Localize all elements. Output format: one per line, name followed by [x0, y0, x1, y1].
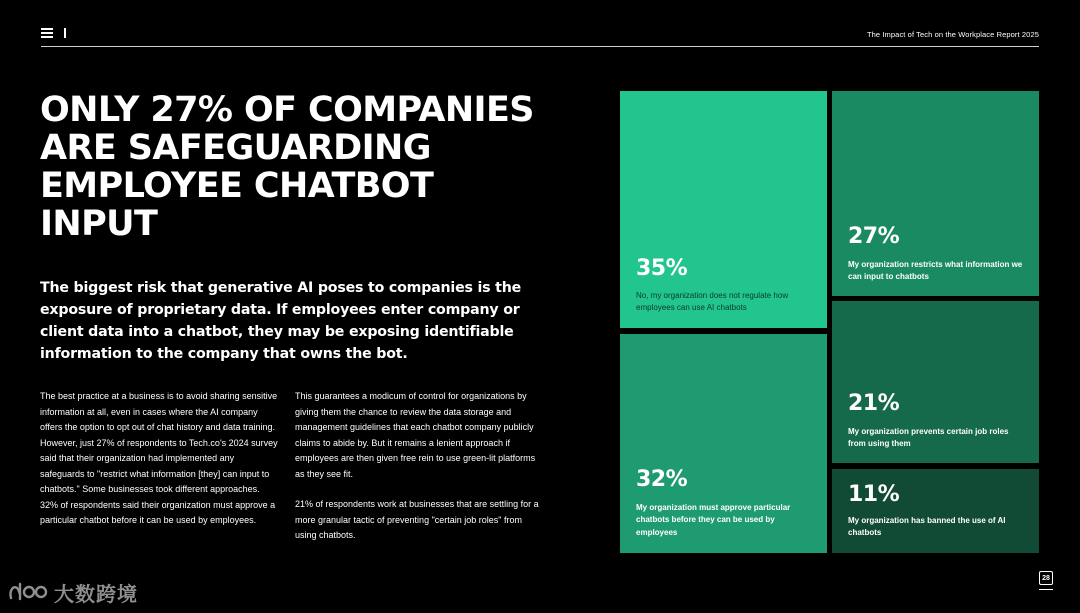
stat-label: No, my organization does not regulate how employees can use AI chatbots: [636, 291, 789, 313]
stat-value: 27%: [848, 224, 900, 249]
stat-value: 11%: [848, 482, 900, 507]
headline-line-4: INPUT: [40, 204, 158, 244]
stat-tile-11: [832, 469, 1039, 553]
top-bar: [41, 22, 1039, 47]
stat-label: My organization restricts what information we can input to chatbots: [848, 260, 1023, 282]
page-number: 28: [1039, 571, 1053, 585]
watermark-logo-icon: [8, 580, 48, 604]
watermark: [8, 578, 138, 606]
headline-line-3: EMPLOYEE CHATBOT: [40, 166, 434, 206]
stat-value: 21%: [848, 391, 900, 416]
page-headline: [40, 91, 600, 243]
stat-tile-32: [620, 334, 827, 553]
stat-tile-27: [832, 91, 1039, 296]
body-paragraph: The best practice at a business is to avoid sharing sensitive information at all, even in cases where the AI company offers the option to opt out of chat history and data training. However, just 27% of respondents to Tech.co's 2024 survey said that their organization had implemented any safeguards to "restrict what information [they] can input to chatbots." Some businesses took different approaches. 32% of respondents said their organization must approve a particular chatbot before it can be used by employees.: [40, 391, 278, 525]
page-number-underline: [1039, 589, 1053, 590]
stat-tile-35: [620, 91, 827, 328]
stat-tile-21: [832, 301, 1039, 463]
stat-label: My organization must approve particular chatbots before they can be used by employees: [636, 503, 791, 537]
watermark-text: 大数跨境: [54, 583, 138, 606]
body-column-right: [295, 389, 540, 544]
body-paragraph: 21% of respondents work at businesses that are settling for a more granular tactic of preventing "certain job roles" from using chatbots.: [295, 499, 539, 540]
report-title: The Impact of Tech on the Workplace Report 2025: [866, 30, 1039, 39]
stat-value: 35%: [636, 256, 688, 281]
divider: [64, 28, 66, 38]
headline-line-2: ARE SAFEGUARDING: [40, 128, 431, 168]
headline-line-1: ONLY 27% OF COMPANIES: [40, 90, 534, 130]
stat-value: 32%: [636, 467, 688, 492]
stat-label: My organization has banned the use of AI chatbots: [848, 516, 1006, 538]
hamburger-menu-icon[interactable]: [41, 28, 53, 38]
body-paragraph: This guarantees a modicum of control for organizations by giving them the chance to review the data storage and management guidelines that each chatbot company publicly claims to abide by. But it remains a lenient approach if employees are then given free rein to use green-lit platforms as they see fit.: [295, 391, 536, 479]
stat-label: My organization prevents certain job roles from using them: [848, 427, 1009, 449]
body-column-left: [40, 389, 280, 529]
lead-paragraph: The biggest risk that generative AI poses to companies is the exposure of proprietary data. If employees enter company or client data into a chatbot, they may be exposing identifiable information to the company that owns the bot.: [40, 280, 522, 362]
